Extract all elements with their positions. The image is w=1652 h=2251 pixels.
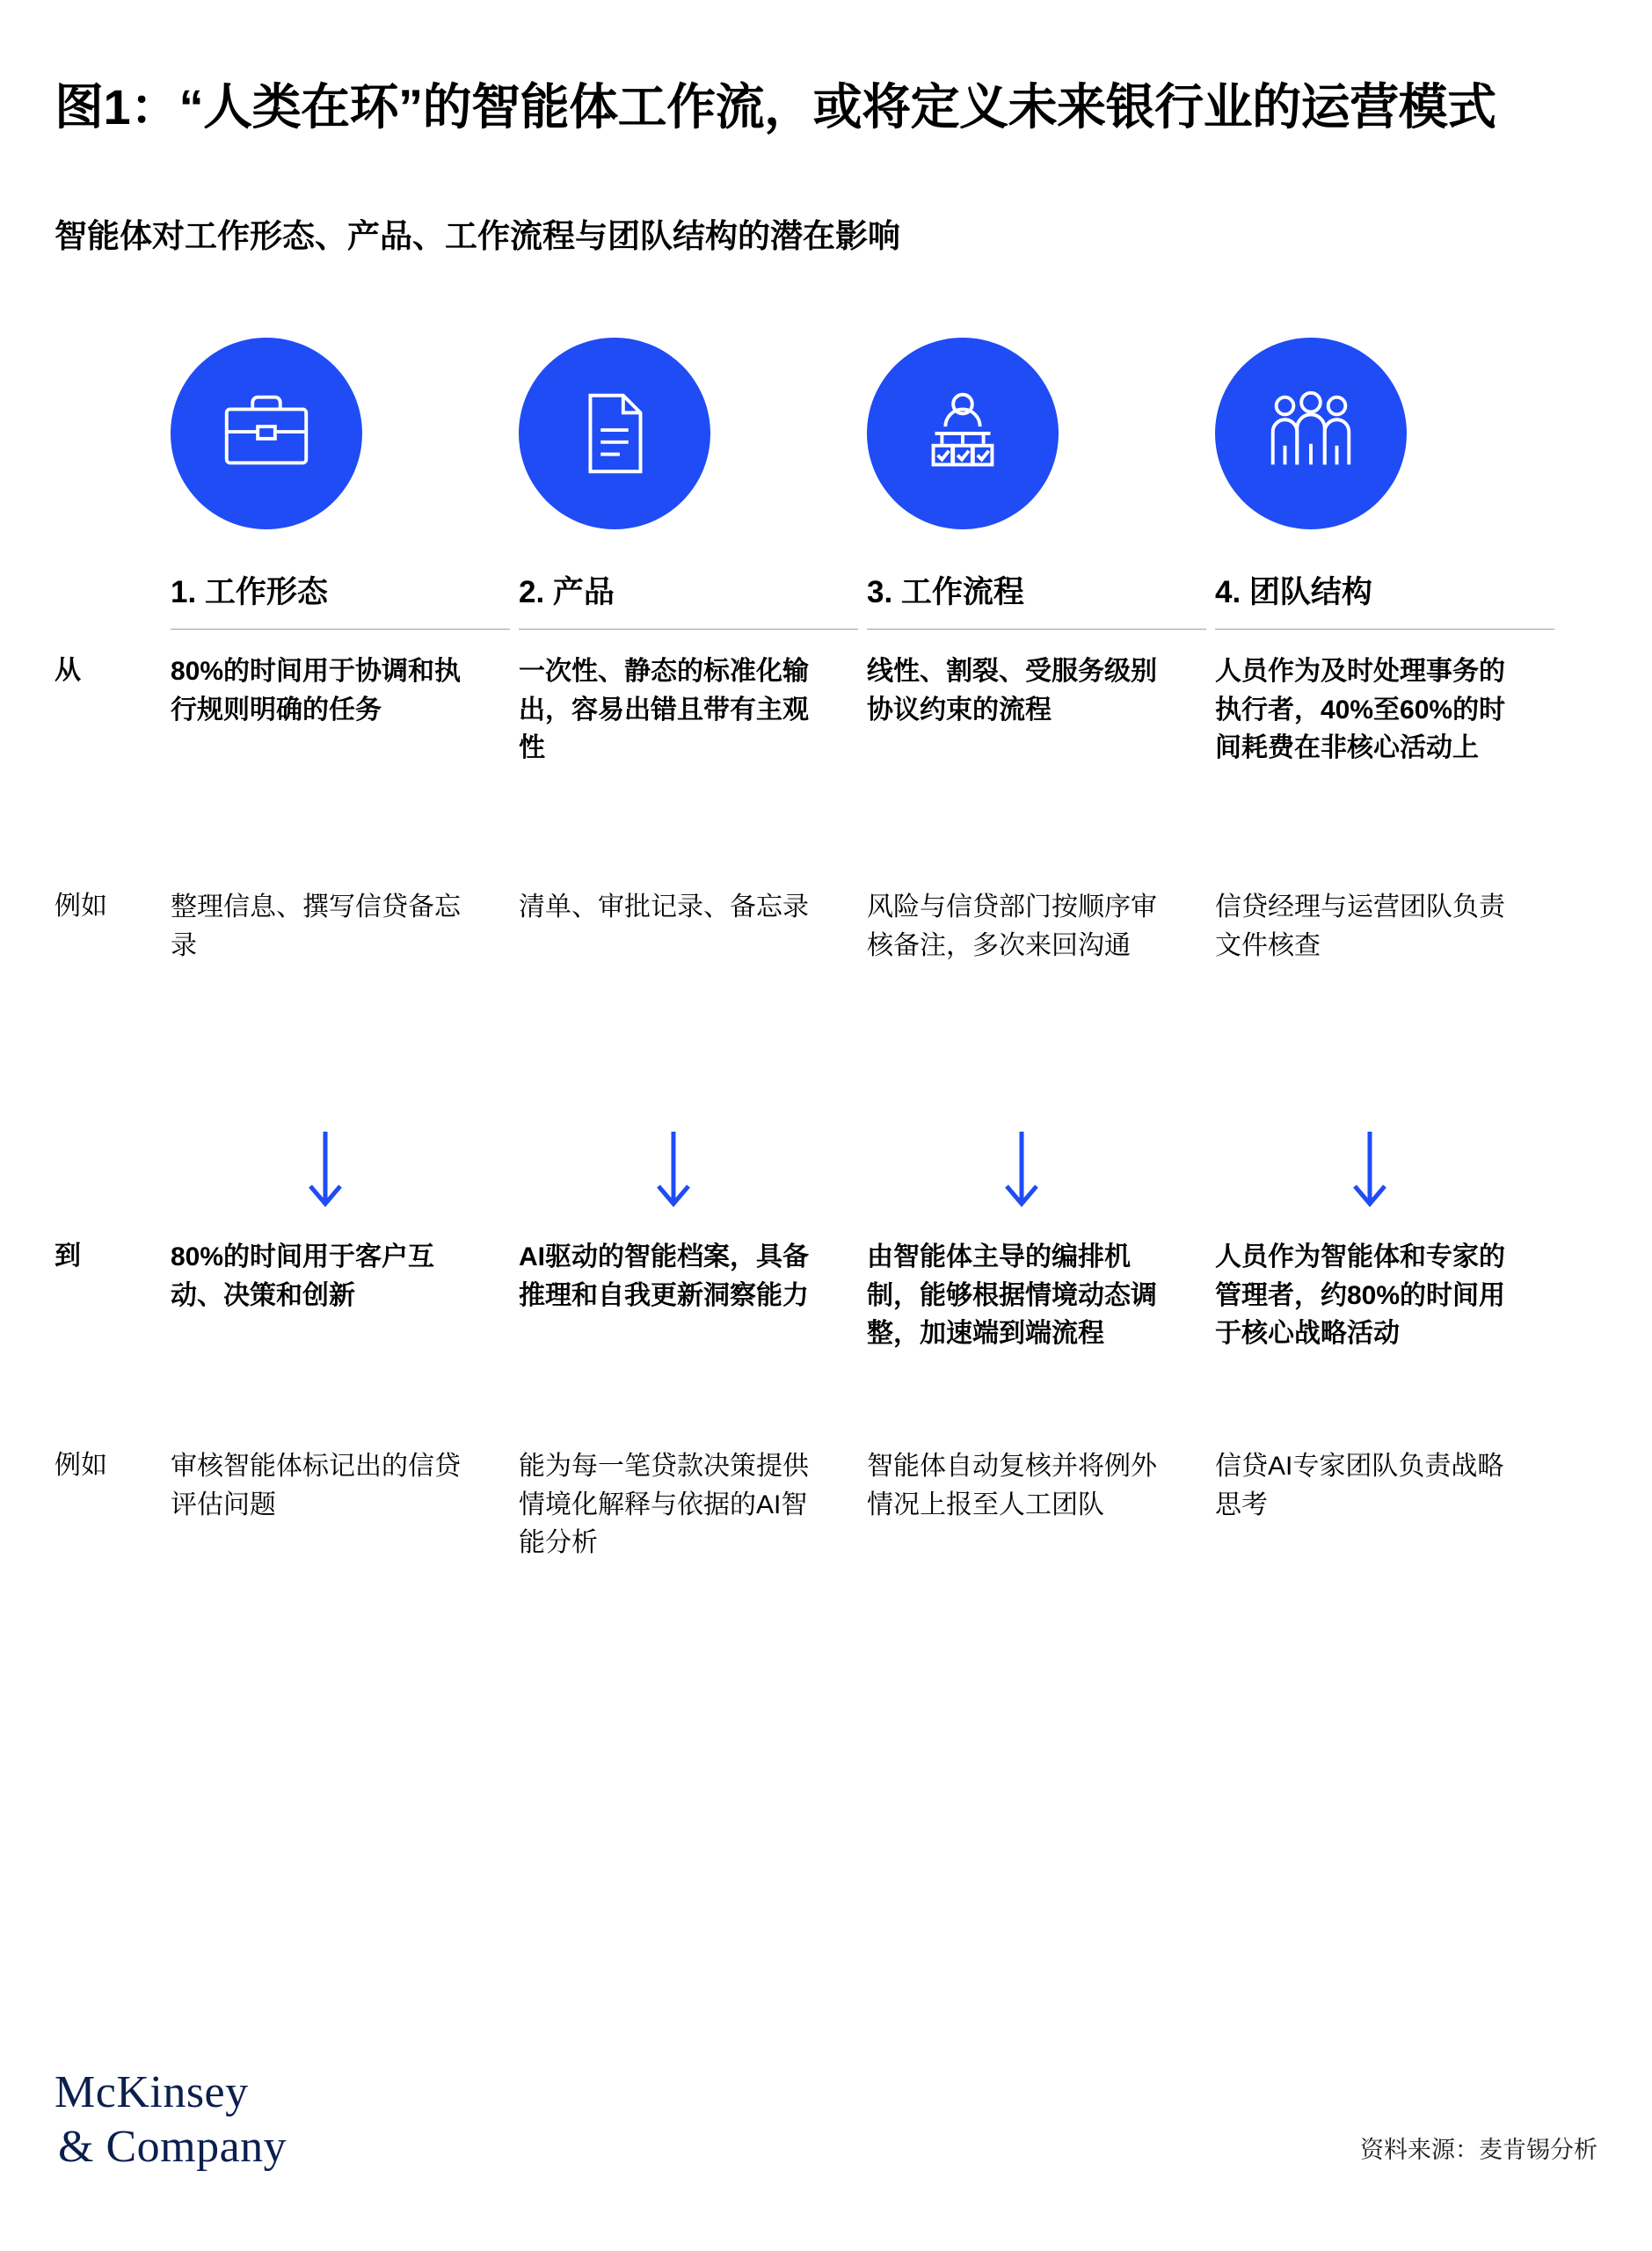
cell-example2-1: 审核智能体标记出的信贷评估问题 <box>171 1452 461 1519</box>
heading-rule-3 <box>867 629 1206 630</box>
heading-rule-4 <box>1215 629 1554 630</box>
cell-from-1: 80%的时间用于协调和执行规则明确的任务 <box>171 657 462 725</box>
column-heading-1: 1. 工作形态 <box>171 574 328 609</box>
page-title: 图1：“人类在环”的智能体工作流，或将定义未来银行业的运营模式 <box>55 79 1496 135</box>
cell-example1-3: 风险与信贷部门按顺序审核备注，多次来回沟通 <box>867 892 1157 960</box>
cell-to-4: 人员作为智能体和专家的管理者，约80%的时间用于核心战略活动 <box>1215 1242 1506 1349</box>
cell-example1-2: 清单、审批记录、备忘录 <box>519 892 809 922</box>
heading-rule-1 <box>171 629 510 630</box>
down-arrow-icon <box>1001 1130 1042 1214</box>
heading-rule-2 <box>519 629 858 630</box>
workflow-approval-icon <box>867 338 1059 529</box>
row-label-to: 到 <box>55 1242 81 1271</box>
page-subtitle: 智能体对工作形态、产品、工作流程与团队结构的潜在影响 <box>55 217 900 254</box>
logo-line-1: McKinsey <box>55 2067 249 2118</box>
icon-cell-2 <box>519 332 858 535</box>
source-note: 资料来源：麦肯锡分析 <box>1360 2137 1597 2163</box>
document-icon <box>519 338 710 529</box>
cell-example2-3: 智能体自动复核并将例外情况上报至人工团队 <box>867 1452 1157 1519</box>
arrow-cell-1 <box>171 1106 510 1238</box>
cell-to-1: 80%的时间用于客户互动、决策和创新 <box>171 1242 435 1310</box>
column-heading-4: 4. 团队结构 <box>1215 574 1372 609</box>
arrow-cell-4 <box>1215 1106 1554 1238</box>
row-label-example-1: 例如 <box>55 892 107 922</box>
cell-from-2: 一次性、静态的标准化输出，容易出错且带有主观性 <box>519 657 809 763</box>
down-arrow-icon <box>305 1130 346 1214</box>
arrow-cell-3 <box>867 1106 1206 1238</box>
cell-from-3: 线性、割裂、受服务级别协议约束的流程 <box>867 657 1157 725</box>
column-heading-3-wrap <box>867 535 1206 653</box>
cell-example1-1: 整理信息、撰写信贷备忘录 <box>171 892 461 960</box>
logo-line-2: & Company <box>58 2121 287 2172</box>
column-heading-1-wrap <box>171 535 510 653</box>
cell-example1-4: 信贷经理与运营团队负责文件核查 <box>1215 892 1505 960</box>
down-arrow-icon <box>1350 1130 1390 1214</box>
briefcase-icon <box>171 338 362 529</box>
down-arrow-icon <box>653 1130 694 1214</box>
icon-cell-4 <box>1215 332 1554 535</box>
cell-example2-4: 信贷AI专家团队负责战略思考 <box>1215 1452 1504 1519</box>
column-heading-2: 2. 产品 <box>519 574 615 609</box>
column-heading-4-wrap <box>1215 535 1554 653</box>
icon-cell-1 <box>171 332 510 535</box>
mckinsey-logo <box>55 2065 287 2174</box>
people-team-icon <box>1215 338 1407 529</box>
icon-cell-3 <box>867 332 1206 535</box>
cell-from-4: 人员作为及时处理事务的执行者，40%至60%的时间耗费在非核心活动上 <box>1215 657 1506 763</box>
row-label-example-2: 例如 <box>55 1451 107 1481</box>
comparison-grid <box>55 332 1597 1624</box>
arrow-cell-2 <box>519 1106 858 1238</box>
cell-example2-2: 能为每一笔贷款决策提供情境化解释与依据的AI智能分析 <box>519 1452 809 1558</box>
row-label-from: 从 <box>55 656 81 686</box>
cell-to-3: 由智能体主导的编排机制，能够根据情境动态调整，加速端到端流程 <box>867 1242 1157 1349</box>
cell-to-2: AI驱动的智能档案，具备推理和自我更新洞察能力 <box>519 1242 809 1310</box>
column-heading-3: 3. 工作流程 <box>867 574 1024 609</box>
footer <box>55 2065 1597 2174</box>
column-heading-2-wrap <box>519 535 858 653</box>
